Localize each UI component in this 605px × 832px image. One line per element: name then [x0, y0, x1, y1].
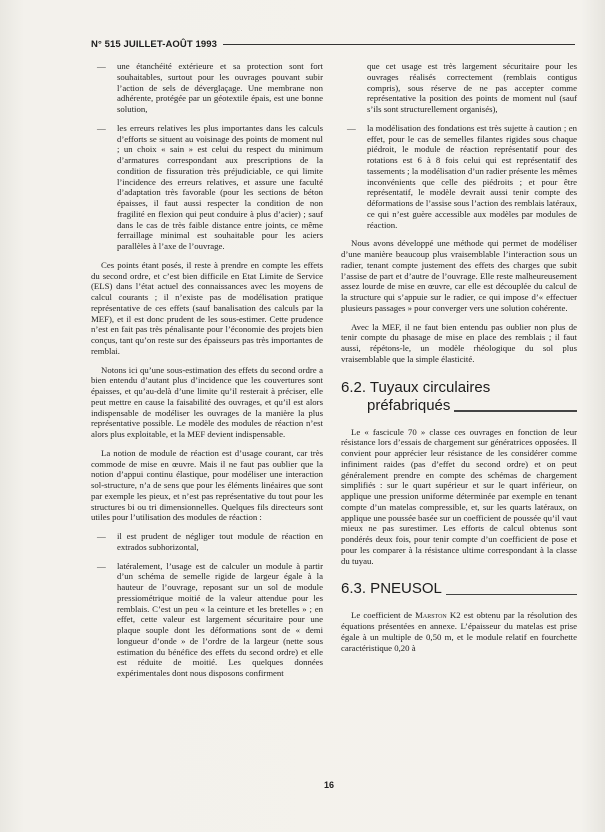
paragraph: Ces points étant posés, il reste à prendre en compte les effets du second ordre, et c’est bien difficile en Etat Limite de Service (ELS) dans l’état actuel des connaissances avec les moyens de calcul courants ; il n’existe pas de modélisation pratique représentative de ces effets (sauf banalisation des calculs par la MEF), et il est donc prudent de les sous-estimer. Cette prudence n’est en fait pas très pénalisante pour l’économie des projets bien conçus, tant qu’on reste sur des épaisseurs pas très importantes de remblai. [91, 259, 323, 356]
section-rule [454, 410, 577, 411]
list-item [91, 561, 323, 679]
list-item-text: les erreurs relatives les plus importantes dans les calculs d’efforts se situent au voisinage des points de moment nul ; un choix « sain » est celui du respect du minimum d’armatures correspondant aux prescriptions de la condition de fissuration très préjudiciable, ce qui limite l’incidence des erreurs relatives, et assure une faculté d’adaptation très favorable (pour les sections de béton épaisses, il faut aussi respecter la condition de non fragilité en flexion qui peut conduire à plus d’acier) ; sauf dans le cas de très faible distance entre joints, ce même ferraillage minimal est souhaitable pour les aciers parallèles à l’axe de l’ouvrage. [117, 122, 323, 251]
paragraph [341, 610, 577, 653]
list-item-continuation: que cet usage est très largement sécuritaire pour les ouvrages réalisés correctement (remblais contigus compris), sous réserve de ne pas accepter comme représentative la position des points de moment nul (sauf s’ils sont structurellement organisés), [367, 61, 577, 114]
paragraph: Le « fascicule 70 » classe ces ouvrages en fonction de leur résistance lors d’essais de chargement sur génératrices opposées. Il convient pour apprécier leur résistance de les considérer comme infiniment raides (pas d’effet du second ordre) et on peut généralement prendre en compte des schémas de chargement simplifiés : sur le quart supérieur et sur le quart inférieur, on applique une pression uniforme déterminée par exemple en tenant compte d’un matelas compressible, et, sur les quarts latéraux, on applique une poussée basée sur un coefficient de poussée qu’il vaut mieux ne pas surestimer. Les efforts de calcul obtenus sont pondérés deux fois, pour tenir compte d’un coefficient de pose et pour les comparer à la résistance ultime correspondant à la classe du tuyau. [341, 426, 578, 566]
paragraph: La notion de module de réaction est d’usage courant, car très commode de mise en œuvre. Mais il ne faut pas oublier que la notion d’appui continu élastique, pour modéliser une interaction sol-structure, n’a de sens que pour les éléments linéaires que sont par exemple les pieux, et n’est pas représentative du tout pour les structures bi ou tri dimensionnelles. Quelques fils directeurs sont utiles pour l’utilisation des modules de réaction : [91, 447, 323, 523]
section-rule [446, 594, 577, 595]
paragraph: Avec la MEF, il ne faut bien entendu pas oublier non plus de tenir compte du phasage de mise en place des remblais ; il faut aussi, répétons-le, un modèle rhéologique du sol plus vraisemblable que la simple élasticité. [341, 321, 577, 364]
section-heading-line: 6.3. PNEUSOL [341, 580, 442, 598]
section-heading-6-3 [341, 580, 577, 598]
section-heading-line: préfabriqués [367, 396, 451, 414]
author-name: Marston [415, 610, 447, 621]
dash-bullet: — [97, 560, 106, 571]
dash-bullet: — [97, 531, 106, 541]
paragraph: Nous avons développé une méthode qui permet de modéliser d’une manière beaucoup plus vraisemblable l’interaction sous un radier, tenant compte justement des effets des charges que subit l’assise de part et d’autre de l’ouvrage. Elle reste malheureusement assez lourde de mise en œuvre, car elle est découplée du calcul de la structure qui s’appuie sur le radier, ce qui impose d’« effectuer plusieurs passages » pour converger vers une solution cohérente. [341, 238, 577, 313]
list-item [341, 123, 577, 231]
list-item [91, 531, 323, 553]
list-item [91, 123, 323, 252]
text-run: K2 est obtenu par la résolution des équations présentées en annexe. L’épaisseur du matelas est prise égale à un multiple de 0,50 m, et le module relatif en fourchette caractéristique 0,20 à [341, 610, 577, 653]
page-header [91, 39, 575, 50]
paragraph: Notons ici qu’une sous-estimation des effets du second ordre a bien entendu d’autant plus d’incidence que les couvertures sont épaisses, et qu’au-delà d’une limite qu’il resterait à préciser, elle peut mettre en cause la faisabilité des ouvrages, et qu’il est alors indispensable de modéliser les ouvrages de la manière la plus représentative possible. Le modèle des modules de réaction n’est alors plus exploitable, et la MEF devient indispensable. [91, 364, 323, 439]
dash-bullet: — [97, 61, 106, 71]
dash-bullet: — [97, 122, 106, 133]
section-heading-line-rule [341, 580, 577, 598]
header-rule [223, 44, 575, 45]
section-heading-line-rule [341, 397, 577, 415]
section-heading-line: 6.2. Tuyaux circulaires [341, 378, 491, 396]
list-item-text: la modélisation des fondations est très sujette à caution ; en effet, pour le cas de semelles filantes rigides sous chaque piédroit, le module de réaction représentatif pour des rotations est 6 à 8 fois celui qui est représentatif des tassements ; la modélisation d’un radier présente les mêmes inconvénients que celle des piédroits ; et pour être représentatif, le modèle devrait aussi tenir compte des déformations de l’assise sous l’action des remblais latéraux, ce qui n’est guère accessible aux modèles par modules de réaction. [367, 122, 577, 230]
page-number: 16 [324, 780, 335, 790]
list-item-text: une étanchéité extérieure et sa protection sont fort souhaitables, surtout pour les ouvrages pouvant subir l’action de sels de déverglaçage. Une membrane non adhérente, protégée par un géotextile épais, est une bonne solution, [117, 61, 323, 114]
section-heading-6-2 [341, 379, 577, 415]
left-column [91, 61, 323, 687]
text-run: Le coefficient de [351, 610, 416, 621]
list-item-text: latéralement, l’usage est de calculer un module à partir d’un schéma de semelle rigide de largeur égale à la hauteur de l’ouvrage, reposant sur un sol de module pressiométrique moitié de la valeur attendue pour les remblais. C’est un peu « la ceinture et les bretelles » ; en effet, cette valeur est largement sécuritaire pour une plaque souple dont les déformations sont de « demi longueur d’onde » de l’ordre de la largeur (nette sous estimation du bénéfice des effets du second ordre) et elle est réduite de moitié. Les quelques données expérimentales dont nous disposons confirment [117, 560, 323, 678]
list-item [91, 61, 323, 115]
issue-label: N° 515 JUILLET-AOÛT 1993 [91, 39, 218, 50]
right-column [341, 61, 577, 661]
list-item-text: il est prudent de négliger tout module de réaction en extrados subhorizontal, [117, 531, 323, 552]
dash-bullet: — [347, 122, 356, 133]
